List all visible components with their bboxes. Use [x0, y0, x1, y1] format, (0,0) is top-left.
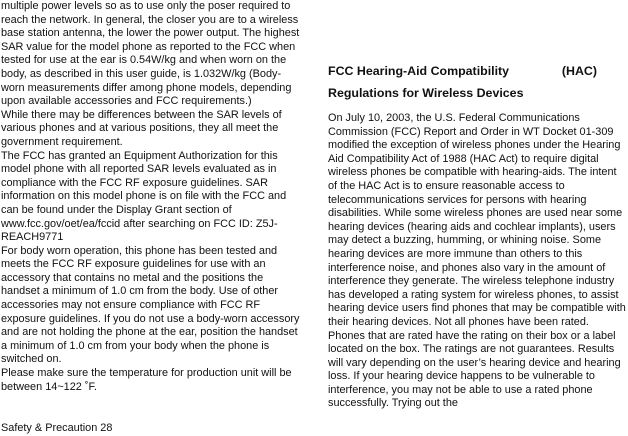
right-column — [328, 60, 628, 411]
sar-paragraph: multiple power levels so as to use only the poser required to reach the network. In general, the closer you are to a wireless base station antenna, the lower the power output. The highest SAR value for the model phone as reported to the FCC when tested for use at the ear is 0.54W/kg and when worn on the body, as described in this user guide, is 1.032W/kg (Body-worn measurements differ among phone models, depending upon available accessories and FCC requirements.) — [1, 0, 300, 108]
hac-heading-abbrev: (HAC) — [561, 64, 597, 78]
body-worn-paragraph: For body worn operation, this phone has been tested and meets the FCC RF exposure guidelines for use with an accessory that contains no metal and the positions the handset a minimum of 1.0 cm from the body. Use of other accessories may not ensure compliance with FCC RF exposure guidelines. If you do not use a body-worn accessory and are not holding the phone at the ear, position the handset a minimum of 1.0 cm from your body when the phone is switched on. — [1, 244, 300, 366]
hac-heading — [328, 60, 628, 104]
page-footer: Safety & Precaution 28 — [1, 422, 113, 434]
hac-heading-subtitle: Regulations for Wireless Devices — [328, 86, 524, 100]
temperature-paragraph: Please make sure the temperature for production unit will be between 14~122 ˚F. — [1, 367, 292, 393]
left-column — [1, 0, 301, 394]
hac-heading-title: FCC Hearing-Aid Compatibility — [328, 64, 510, 78]
fcc-authorization-paragraph: The FCC has granted an Equipment Authorization for this model phone with all reported SAR levels evaluated as in compliance with the FCC RF exposure guidelines. SAR information on this model phone is on file with the FCC and can be found under the Display Grant section of www.fcc.gov/oet/ea/fccid after searching on FCC ID: Z5J-REACH9771 — [1, 149, 287, 244]
sar-differences-paragraph: While there may be differences between the SAR levels of various phones and at various positions, they all meet the government requirement. — [1, 108, 282, 148]
hac-body-text: On July 10, 2003, the U.S. Federal Communications Commission (FCC) Report and Order in WT Docket 01-309 modified the exception of wireless phones under the Hearing Aid Compatibility Act of 1988 (HAC Act) to require digital wireless phones be compatible with hearing-aids. The intent of the HAC Act is to ensure reasonable access to telecommunications services for persons with hearing disabilities. While some wireless phones are used near some hearing devices (hearing aids and cochlear implants), users may detect a buzzing, humming, or whining noise. Some hearing devices are more immune than others to this interference noise, and phones also vary in the amount of interference they generate. The wireless telephone industry has developed a rating system for wireless phones, to assist hearing device users find phones that may be compatible with their hearing devices. Not all phones have been rated. Phones that are rated have the rating on their box or a label located on the box. The ratings are not guarantees. Results will vary depending on the user’s hearing device and hearing loss. If your hearing device happens to be vulnerable to interference, you may not be able to use a rated phone successfully. Trying out the — [328, 112, 626, 410]
